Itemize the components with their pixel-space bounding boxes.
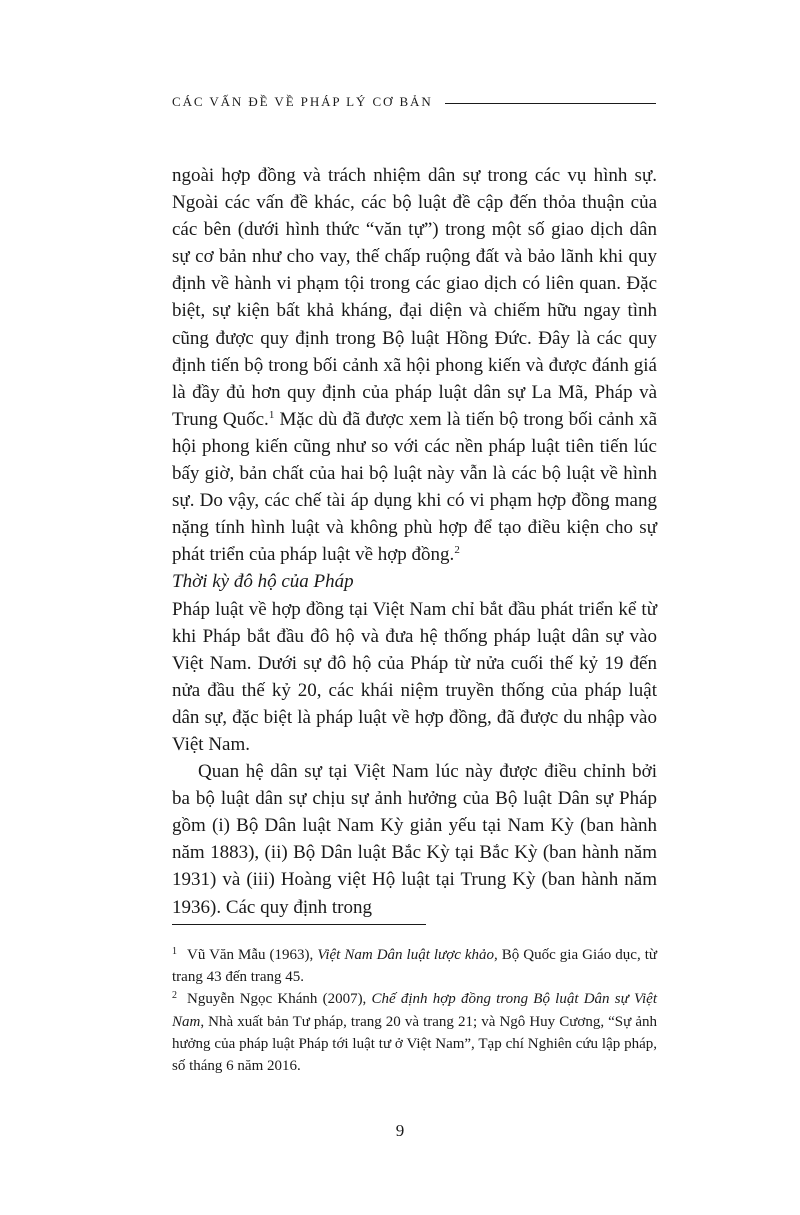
paragraph-text: Mặc dù đã được xem là tiến bộ trong bối cảnh xã hội phong kiến cũng như so với các nền pháp luật tiên tiến lúc bấy giờ, bản chất của hai bộ luật này vẫn là các bộ luật về hình sự. Do vậy, các chế tài áp dụng khi có vi phạm hợp đồng mang nặng tính hình luật và không phù hợp để tạo điều kiện cho sự phát triển của pháp luật về hợp đồng. [172,408,657,566]
body-text [172,162,657,921]
running-header-title: CÁC VẤN ĐỀ VỀ PHÁP LÝ CƠ BẢN [172,94,433,109]
footnote-number: 2 [172,990,177,1002]
footnote-separator [172,924,426,925]
footnote-number: 1 [172,946,177,957]
page-number: 9 [395,1121,405,1140]
footnote-text: Vũ Văn Mẫu (1963), [187,947,318,963]
paragraph: Pháp luật về hợp đồng tại Việt Nam chỉ bắt đầu phát triển kể từ khi Pháp bắt đầu đô hộ và đưa hệ thống pháp luật dân sự vào Việt Nam. Dưới sự đô hộ của Pháp từ nửa cuối thế kỷ 19 đến nửa đầu thế kỷ 20, các khái niệm truyền thống của pháp luật dân sự, đặc biệt là pháp luật về hợp đồng, đã được du nhập vào Việt Nam. [172,598,657,755]
footnote-text: Nguyễn Ngọc Khánh (2007), [187,991,372,1008]
paragraph: Quan hệ dân sự tại Việt Nam lúc này được điều chỉnh bởi ba bộ luật dân sự chịu sự ảnh hưởng của Bộ luật Dân sự Pháp gồm (i) Bộ Dân luật Nam Kỳ giản yếu tại Nam Kỳ (ban hành năm 1883), (ii) Bộ Dân luật Bắc Kỳ tại Bắc Kỳ (ban hành năm 1931) và (iii) Hoàng việt Hộ luật tại Trung Kỳ (ban hành năm 1936). Các quy định trong [172,761,657,918]
footnote-title: Chế định hợp đồng trong Bộ luật Dân sự Việt Nam [172,991,657,1030]
footnote-ref-2[interactable]: 2 [454,544,460,557]
paragraph-text: ngoài hợp đồng và trách nhiệm dân sự trong các vụ hình sự. Ngoài các vấn đề khác, các bộ luật đề cập đến thỏa thuận của các bên (dưới hình thức “văn tự”) trong một số giao dịch dân sự cơ bản như cho vay, thế chấp ruộng đất và bảo lãnh khi quy định về hành vi phạm tội trong các giao dịch có liên quan. Đặc biệt, sự kiện bất khả kháng, đại diện và chiếm hữu ngay tình cũng được quy định trong Bộ luật Hồng Đức. Đây là các quy định tiến bộ trong bối cảnh xã hội phong kiến và được đánh giá là đầy đủ hơn quy định của pháp luật dân sự La Mã, Pháp và Trung Quốc. [172,165,657,430]
footnotes [172,944,657,1077]
paragraph-continued [172,162,657,568]
footnote-text: , Bộ Quốc gia Giáo dục, từ trang 43 đến trang 45. [172,947,657,986]
footnote-text: , Nhà xuất bản Tư pháp, trang 20 và trang 21; và Ngô Huy Cương, “Sự ảnh hưởng của pháp luật Pháp tới luật tư ở Việt Nam”, Tạp chí Nghiên cứu lập pháp, số tháng 6 năm 2016. [172,1013,657,1075]
section-heading: Thời kỳ đô hộ của Pháp [172,571,354,593]
footnote-ref-1[interactable]: 1 [268,408,275,421]
header-rule [445,103,656,104]
footnote-title: Việt Nam Dân luật lược khảo [317,947,495,963]
footnote [172,988,657,1077]
footnote [172,944,657,988]
running-header [172,92,656,112]
